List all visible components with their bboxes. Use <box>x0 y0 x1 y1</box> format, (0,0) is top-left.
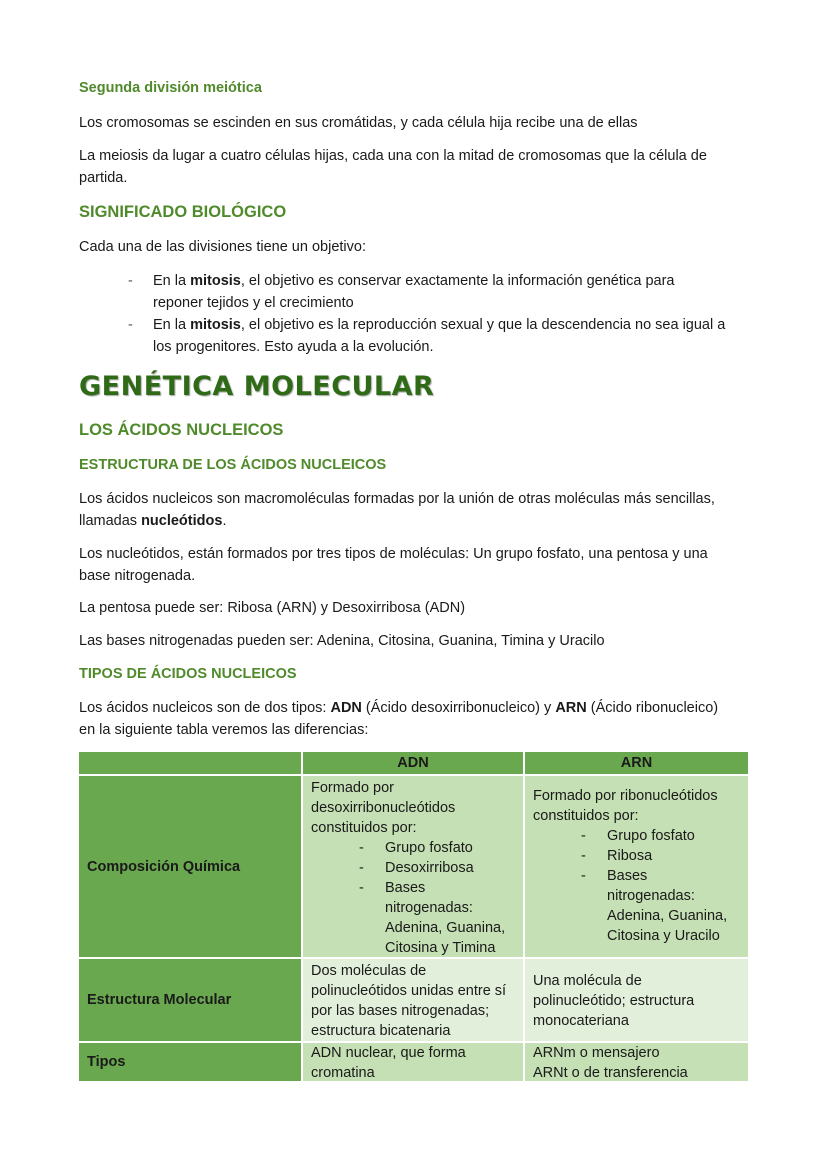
bullet-dash: - <box>581 868 586 884</box>
cell-text: ARNt o de transferencia <box>533 1065 688 1081</box>
subsection-heading: TIPOS DE ÁCIDOS NUCLEICOS <box>79 666 297 682</box>
bullet-item-line: los progenitores. Esto ayuda a la evolución. <box>153 339 434 355</box>
bullet-dash: - <box>359 860 364 876</box>
table-cell <box>525 1043 748 1081</box>
text: . <box>222 513 227 529</box>
bullet-dash: - <box>359 840 364 856</box>
paragraph-line <box>79 510 226 532</box>
cell-text: Citosina y Timina <box>385 940 496 956</box>
table-row-label: Tipos <box>79 1043 301 1081</box>
section-heading: LOS ÁCIDOS NUCLEICOS <box>79 421 284 439</box>
text: Los ácidos nucleicos son de dos tipos: <box>79 700 331 716</box>
text: (Ácido desoxirribonucleico) y <box>361 700 556 716</box>
section-heading: SIGNIFICADO BIOLÓGICO <box>79 203 287 221</box>
bullet-item-line: reponer tejidos y el crecimiento <box>153 295 354 311</box>
bullet-item <box>153 314 725 336</box>
cell-text: Bases <box>385 880 426 896</box>
cell-text: monocateriana <box>533 1013 629 1029</box>
text: , el objetivo es la reproducción sexual y que la descendencia no sea igual a <box>240 317 726 333</box>
cell-text: Grupo fosfato <box>607 828 695 844</box>
text: llamadas <box>79 513 142 529</box>
cell-text: cromatina <box>311 1065 375 1081</box>
cell-text: constituidos por: <box>311 820 417 836</box>
paragraph: Las bases nitrogenadas pueden ser: Adenina, Citosina, Guanina, Timina y Uracilo <box>79 633 605 649</box>
cell-text: Adenina, Guanina, <box>607 908 728 924</box>
cell-text: Una molécula de <box>533 973 642 989</box>
bold-text: ARN <box>555 700 587 716</box>
cell-text: por las bases nitrogenadas; <box>311 1003 490 1019</box>
table-row-label: Estructura Molecular <box>79 959 301 1041</box>
cell-text: desoxirribonucleótidos <box>311 800 456 816</box>
bullet-dash: - <box>581 848 586 864</box>
paragraph-line: La meiosis da lugar a cuatro células hijas, cada una con la mitad de cromosomas que la célula de <box>79 148 707 164</box>
bold-text: nucleótidos <box>141 513 223 529</box>
cell-text: nitrogenadas: <box>607 888 695 904</box>
bullet-dash: - <box>359 880 364 896</box>
cell-text: Formado por <box>311 780 395 796</box>
paragraph-line: Los ácidos nucleicos son macromoléculas formadas por la unión de otras moléculas más sencillas, <box>79 491 715 507</box>
table-cell <box>303 959 523 1041</box>
cell-text: nitrogenadas: <box>385 900 473 916</box>
main-title: GENÉTICA MOLECULAR <box>79 371 435 402</box>
cell-text: estructura bicatenaria <box>311 1023 451 1039</box>
list-item <box>533 846 740 866</box>
cell-text: constituidos por: <box>533 808 639 824</box>
paragraph-line: base nitrogenada. <box>79 568 196 584</box>
paragraph-line <box>79 697 718 719</box>
paragraph: Los cromosomas se escinden en sus cromátidas, y cada célula hija recibe una de ellas <box>79 115 638 131</box>
cell-text: Desoxirribosa <box>385 860 474 876</box>
bold-text: ADN <box>330 700 362 716</box>
cell-text: ARNm o mensajero <box>533 1045 660 1061</box>
cell-text: ADN nuclear, que forma <box>311 1045 466 1061</box>
section-heading: Segunda división meiótica <box>79 80 262 96</box>
list-item <box>311 838 515 858</box>
bold-text: mitosis <box>190 273 241 289</box>
paragraph-line: en la siguiente tabla veremos las diferencias: <box>79 722 369 738</box>
bold-text: mitosis <box>190 317 241 333</box>
list-item <box>533 826 740 846</box>
bullet-dash: - <box>128 317 133 333</box>
cell-text: Citosina y Uracilo <box>607 928 720 944</box>
table-cell <box>303 776 523 957</box>
subsection-heading: ESTRUCTURA DE LOS ÁCIDOS NUCLEICOS <box>79 457 387 473</box>
cell-text: Formado por ribonucleótidos <box>533 788 718 804</box>
paragraph: La pentosa puede ser: Ribosa (ARN) y Desoxirribosa (ADN) <box>79 600 466 616</box>
bullet-item <box>153 270 675 292</box>
table-row-label: Composición Química <box>79 776 301 957</box>
text: (Ácido ribonucleico) <box>586 700 719 716</box>
cell-text: Ribosa <box>607 848 653 864</box>
table-cell <box>525 959 748 1041</box>
list-item <box>311 878 515 958</box>
table-cell <box>525 776 748 957</box>
cell-text: Adenina, Guanina, <box>385 920 506 936</box>
cell-text: Grupo fosfato <box>385 840 473 856</box>
list-item <box>311 858 515 878</box>
table-header-cell: ADN <box>303 752 523 774</box>
cell-text: Bases <box>607 868 648 884</box>
table-header-cell: ARN <box>525 752 748 774</box>
text: , el objetivo es conservar exactamente la información genética para <box>240 273 675 289</box>
table-header-cell <box>79 752 301 774</box>
text: En la <box>153 273 191 289</box>
cell-text: polinucleótido; estructura <box>533 993 695 1009</box>
cell-text: polinucleótidos unidas entre sí <box>311 983 507 999</box>
paragraph: Cada una de las divisiones tiene un objetivo: <box>79 239 366 255</box>
text: En la <box>153 317 191 333</box>
paragraph-line: partida. <box>79 170 128 186</box>
paragraph-line: Los nucleótidos, están formados por tres tipos de moléculas: Un grupo fosfato, una pentosa y una <box>79 546 708 562</box>
bullet-dash: - <box>128 273 133 289</box>
cell-text: Dos moléculas de <box>311 963 427 979</box>
list-item <box>533 866 740 946</box>
bullet-dash: - <box>581 828 586 844</box>
table-cell <box>303 1043 523 1081</box>
